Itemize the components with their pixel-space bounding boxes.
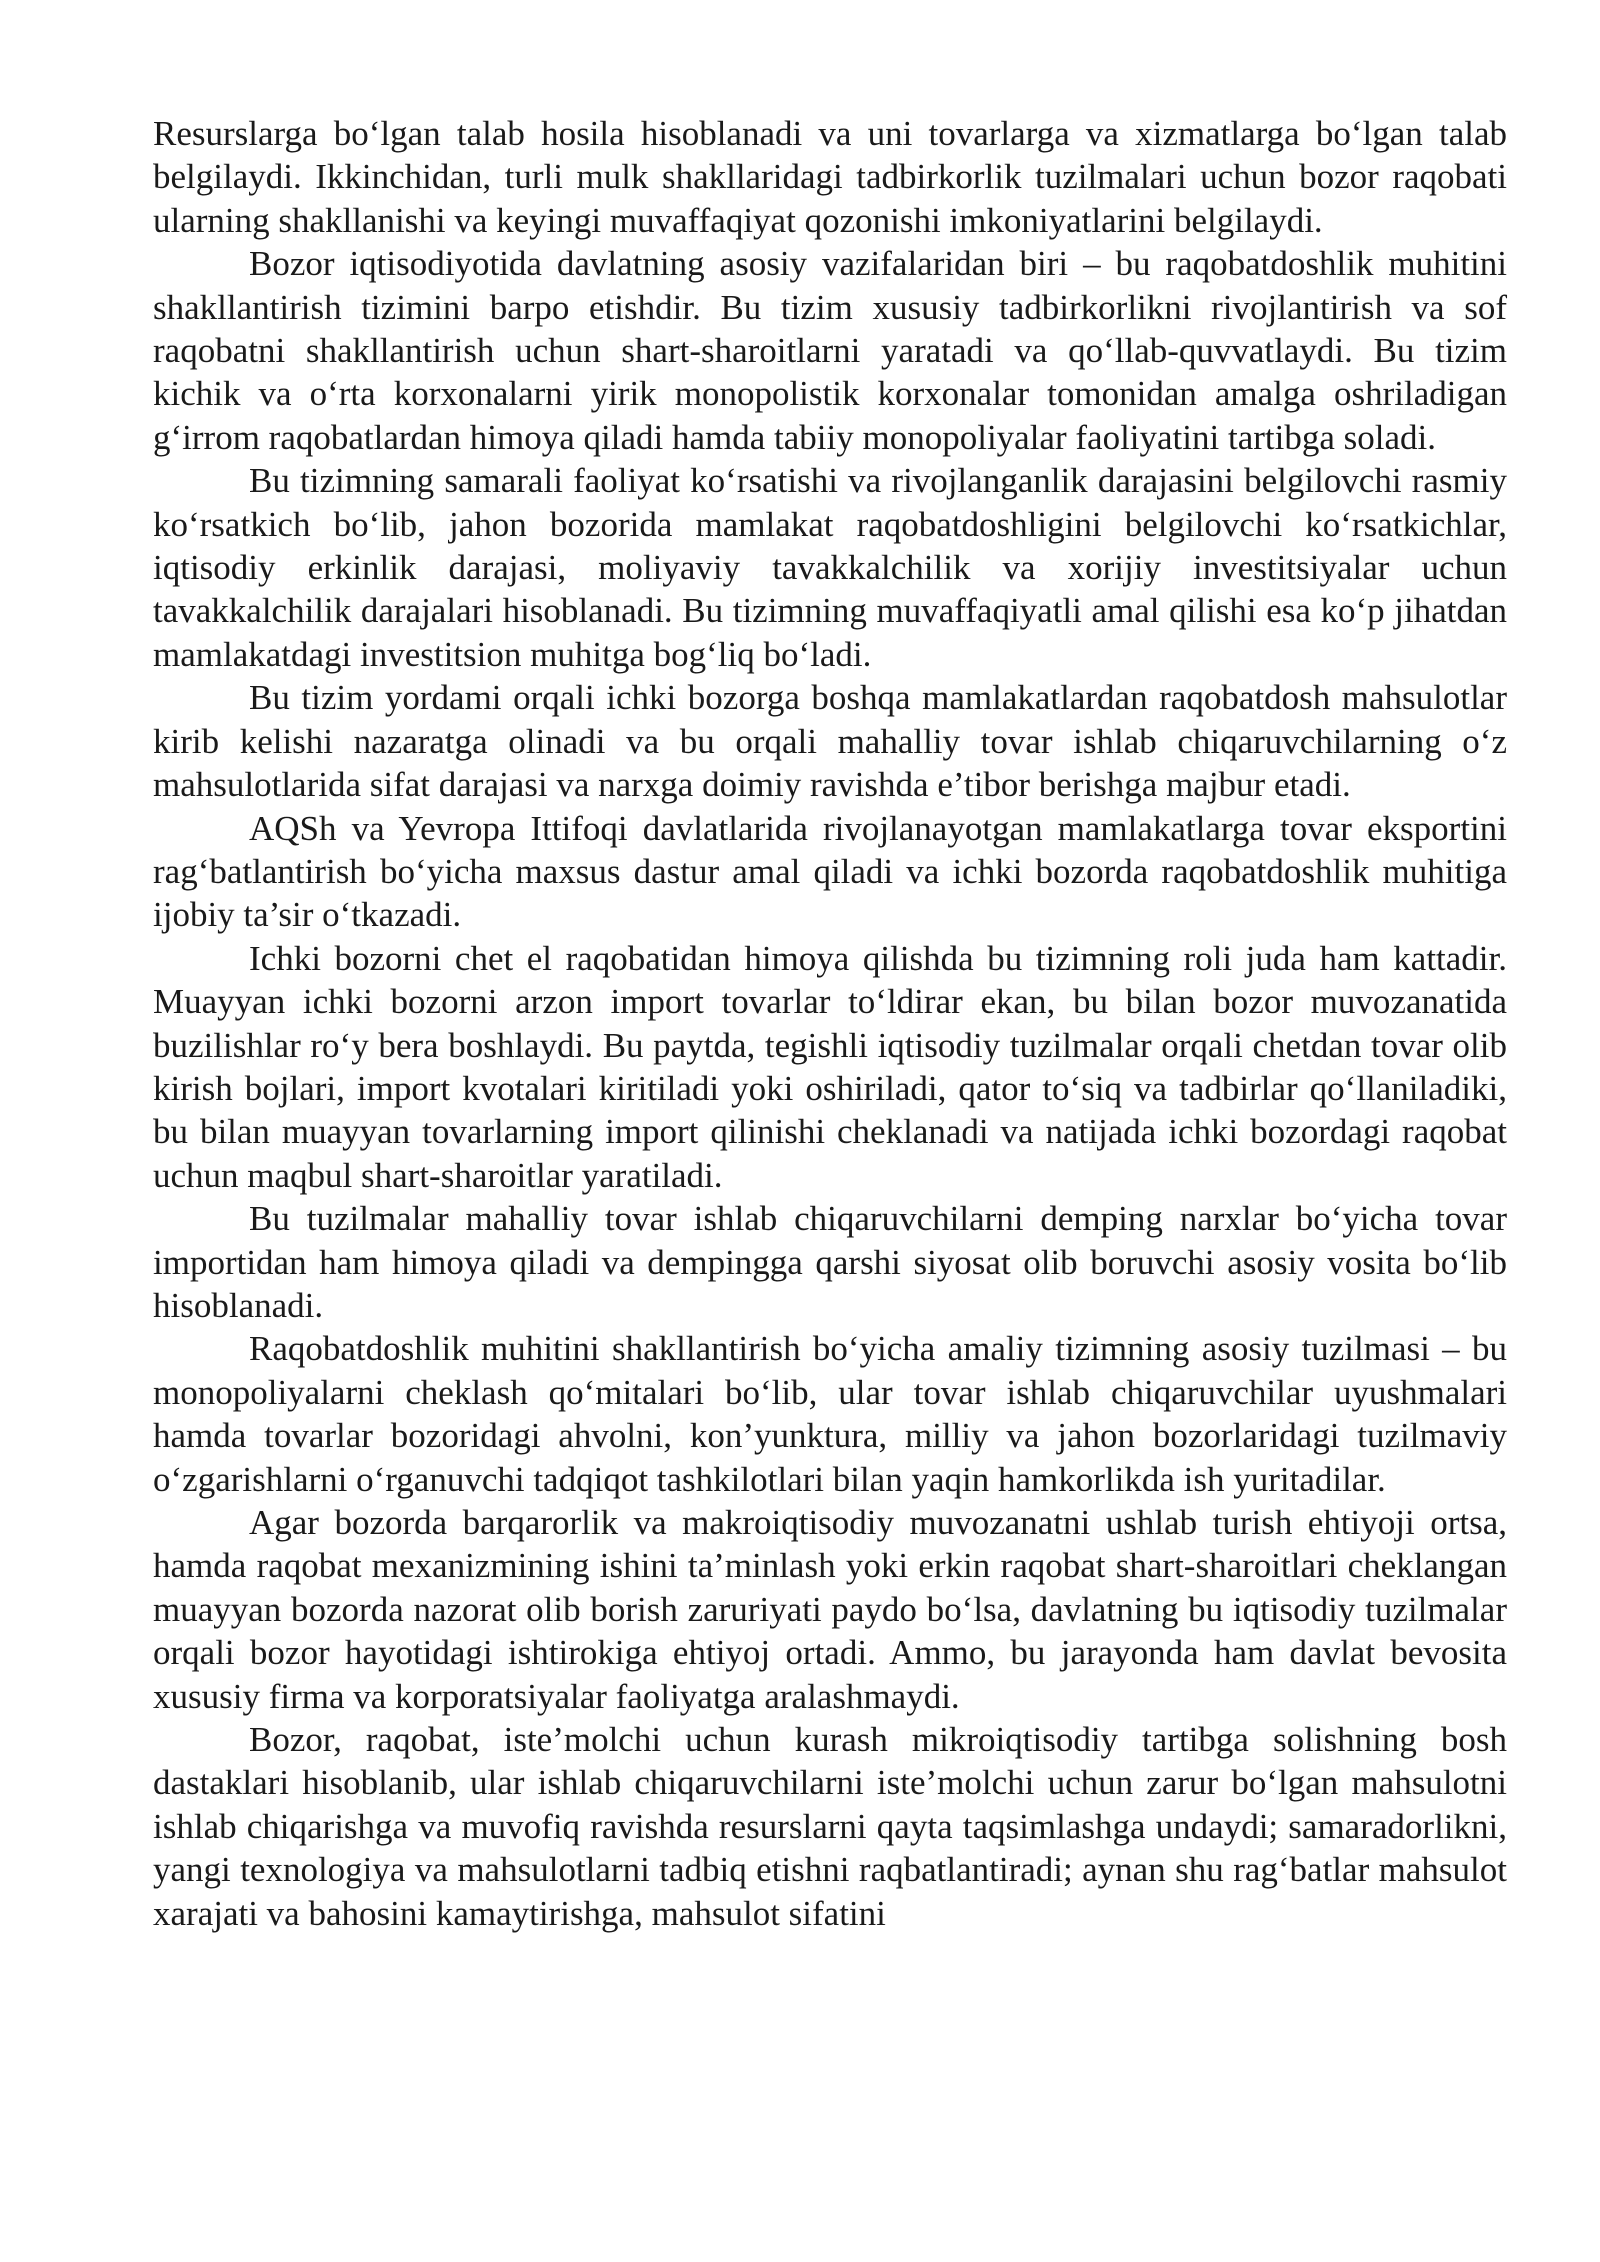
paragraph-10: Bozor, raqobat, iste’molchi uchun kurash mikroiqtisodiy tartibga solishning bosh dastaklari hisoblanib, ular ishlab chiqaruvchilarni iste’molchi uchun zarur bo‘lgan mahsulotni ishlab chiqarishga va muvofiq ravishda resurslarni qayta taqsimlashga undaydi; samaradorlikni, yangi texnologiya va mahsulotlarni tadbiq etishni raqbatlantiradi; aynan shu rag‘batlar mahsulot xarajati va bahosini kamaytirishga, mahsulot sifatini — [153, 1720, 1507, 1933]
paragraph-7: Bu tuzilmalar mahalliy tovar ishlab chiqaruvchilarni demping narxlar bo‘yicha tovar importidan ham himoya qiladi va dempingga qarshi siyosat olib boruvchi asosiy vosita bo‘lib hisoblanadi. — [153, 1199, 1507, 1325]
paragraph-3: Bu tizimning samarali faoliyat ko‘rsatishi va rivojlanganlik darajasini belgilovchi rasmiy ko‘rsatkich bo‘lib, jahon bozorida mamlakat raqobatdoshligini belgilovchi ko‘rsatkichlar, iqtisodiy erkinlik darajasi, moliyaviy tavakkalchilik va xorijiy investitsiyalar uchun tavakkalchilik darajalari hisoblanadi. Bu tizimning muvaffaqiyatli amal qilishi esa ko‘p jihatdan mamlakatdagi investitsion muhitga bog‘liq bo‘ladi. — [153, 461, 1507, 674]
paragraph-5: AQSh va Yevropa Ittifoqi davlatlarida rivojlanayotgan mamlakatlarga tovar eksportini rag‘batlantirish bo‘yicha maxsus dastur amal qiladi va ichki bozorda raqobatdoshlik muhitiga ijobiy ta’sir o‘tkazadi. — [153, 808, 1507, 935]
paragraph-8: Raqobatdoshlik muhitini shakllantirish bo‘yicha amaliy tizimning asosiy tuzilmasi – bu monopoliyalarni cheklash qo‘mitalari bo‘lib, ular tovar ishlab chiqaruvchilar uyushmalari hamda tovarlar bozoridagi ahvolni, kon’yunktura, milliy va jahon bozorlaridagi tuzilmaviy o‘zgarishlarni o‘rganuvchi tadqiqot tashkilotlari bilan yaqin hamkorlikda ish yuritadilar. — [153, 1329, 1507, 1499]
paragraph-2: Bozor iqtisodiyotida davlatning asosiy vazifalaridan biri – bu raqobatdoshlik muhitini shakllantirish tizimini barpo etishdir. Bu tizim xususiy tadbirkorlikni rivojlantirish va sof raqobatni shakllantirish uchun shart-sharoitlarni yaratadi va qo‘llab-quvvatlaydi. Bu tizim kichik va o‘rta korxonalarni yirik monopolistik korxonalar tomonidan amalga oshriladigan g‘irrom raqobatlardan himoya qiladi hamda tabiiy monopoliyalar faoliyatini tartibga soladi. — [153, 244, 1507, 457]
paragraph-1: Resurslarga bo‘lgan talab hosila hisoblanadi va uni tovarlarga va xizmatlarga bo‘lgan talab belgilaydi. Ikkinchidan, turli mulk shakllaridagi tadbirkorlik tuzilmalari uchun bozor raqobati ularning shakllanishi va keyingi muvaffaqiyat qozonishi imkoniyatlarini belgilaydi. — [153, 114, 1507, 240]
paragraph-6: Ichki bozorni chet el raqobatidan himoya qilishda bu tizimning roli juda ham kattadir. Muayyan ichki bozorni arzon import tovarlar to‘ldirar ekan, bu bilan bozor muvozanatida buzilishlar ro‘y bera boshlaydi. Bu paytda, tegishli iqtisodiy tuzilmalar orqali chetdan tovar olib kirish bojlari, import kvotalari kiritiladi yoki oshiriladi, qator to‘siq va tadbirlar qo‘llaniladiki, bu bilan muayyan tovarlarning import qilinishi cheklanadi va natijada ichki bozordagi raqobat uchun maqbul shart-sharoitlar yaratiladi. — [153, 938, 1507, 1195]
paragraph-4: Bu tizim yordami orqali ichki bozorga boshqa mamlakatlardan raqobatdosh mahsulotlar kirib kelishi nazaratga olinadi va bu orqali mahalliy tovar ishlab chiqaruvchilarning o‘z mahsulotlarida sifat darajasi va narxga doimiy ravishda e’tibor berishga majbur etadi. — [153, 678, 1507, 805]
document-page — [153, 112, 1507, 1935]
paragraph-9: Agar bozorda barqarorlik va makroiqtisodiy muvozanatni ushlab turish ehtiyoji ortsa, hamda raqobat mexanizmining ishini ta’minlash yoki erkin raqobat shart-sharoitlari cheklangan muayyan bozorda nazorat olib borish zaruriyati paydo bo‘lsa, davlatning bu iqtisodiy tuzilmalar orqali bozor hayotidagi ishtirokiga ehtiyoj ortadi. Ammo, bu jarayonda ham davlat bevosita xususiy firma va korporatsiyalar faoliyatga aralashmaydi. — [153, 1503, 1507, 1716]
